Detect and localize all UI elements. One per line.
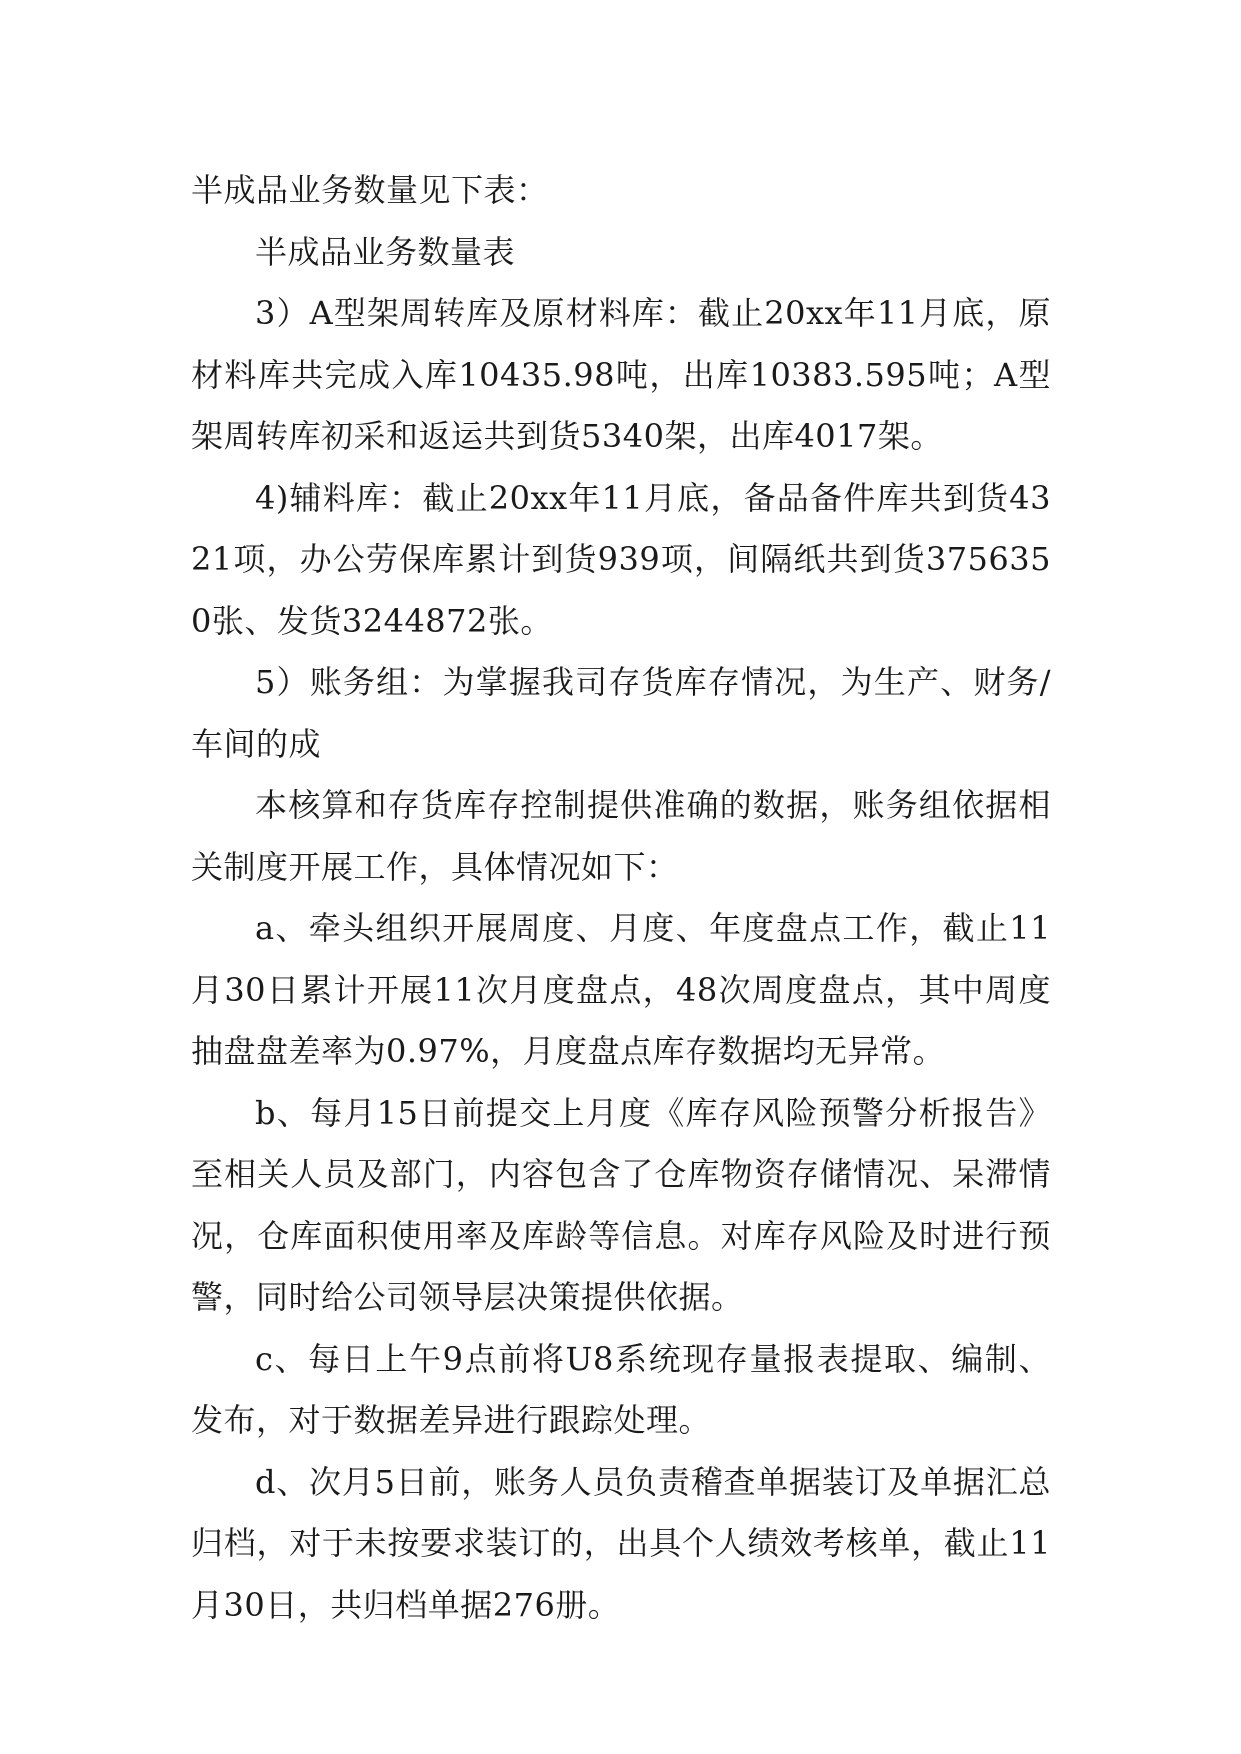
paragraph-item-d: d、次月5日前，账务人员负责稽查单据装订及单据汇总归档，对于未按要求装订的，出具个人绩效考核单，截止11月30日，共归档单据276册。 (191, 1462, 1051, 1624)
document-body (191, 160, 1051, 1636)
paragraph-table-caption: 半成品业务数量表 (255, 232, 516, 271)
paragraph-item-b: b、每月15日前提交上月度《库存风险预警分析报告》至相关人员及部门，内容包含了仓库物资存储情况、呆滞情况，仓库面积使用率及库龄等信息。对库存风险及时进行预警，同时给公司领导层决策提供依据。 (191, 1093, 1051, 1316)
paragraph-item-3: 3）A型架周转库及原材料库：截止20xx年11月底，原材料库共完成入库10435.98吨，出库10383.595吨；A型架周转库初采和返运共到货5340架，出库4017架。 (191, 294, 1051, 455)
paragraph-item-4: 4)辅料库：截止20xx年11月底，备品备件库共到货4321项，办公劳保库累计到货939项，间隔纸共到货3756350张、发货3244872张。 (191, 478, 1051, 640)
paragraph-intro: 半成品业务数量见下表： (191, 171, 549, 209)
paragraph-item-a: a、牵头组织开展周度、月度、年度盘点工作，截止11月30日累计开展11次月度盘点，48次周度盘点，其中周度抽盘盘差率为0.97%，月度盘点库存数据均无异常。 (191, 909, 1051, 1070)
paragraph-item-5: 5）账务组：为掌握我司存货库存情况，为生产、财务/车间的成 (191, 663, 1051, 763)
paragraph-item-c: c、每日上午9点前将U8系统现存量报表提取、编制、发布，对于数据差异进行跟踪处理。 (191, 1339, 1051, 1439)
paragraph-item-5-continued: 本核算和存货库存控制提供准确的数据，账务组依据相关制度开展工作，具体情况如下： (191, 786, 1051, 886)
